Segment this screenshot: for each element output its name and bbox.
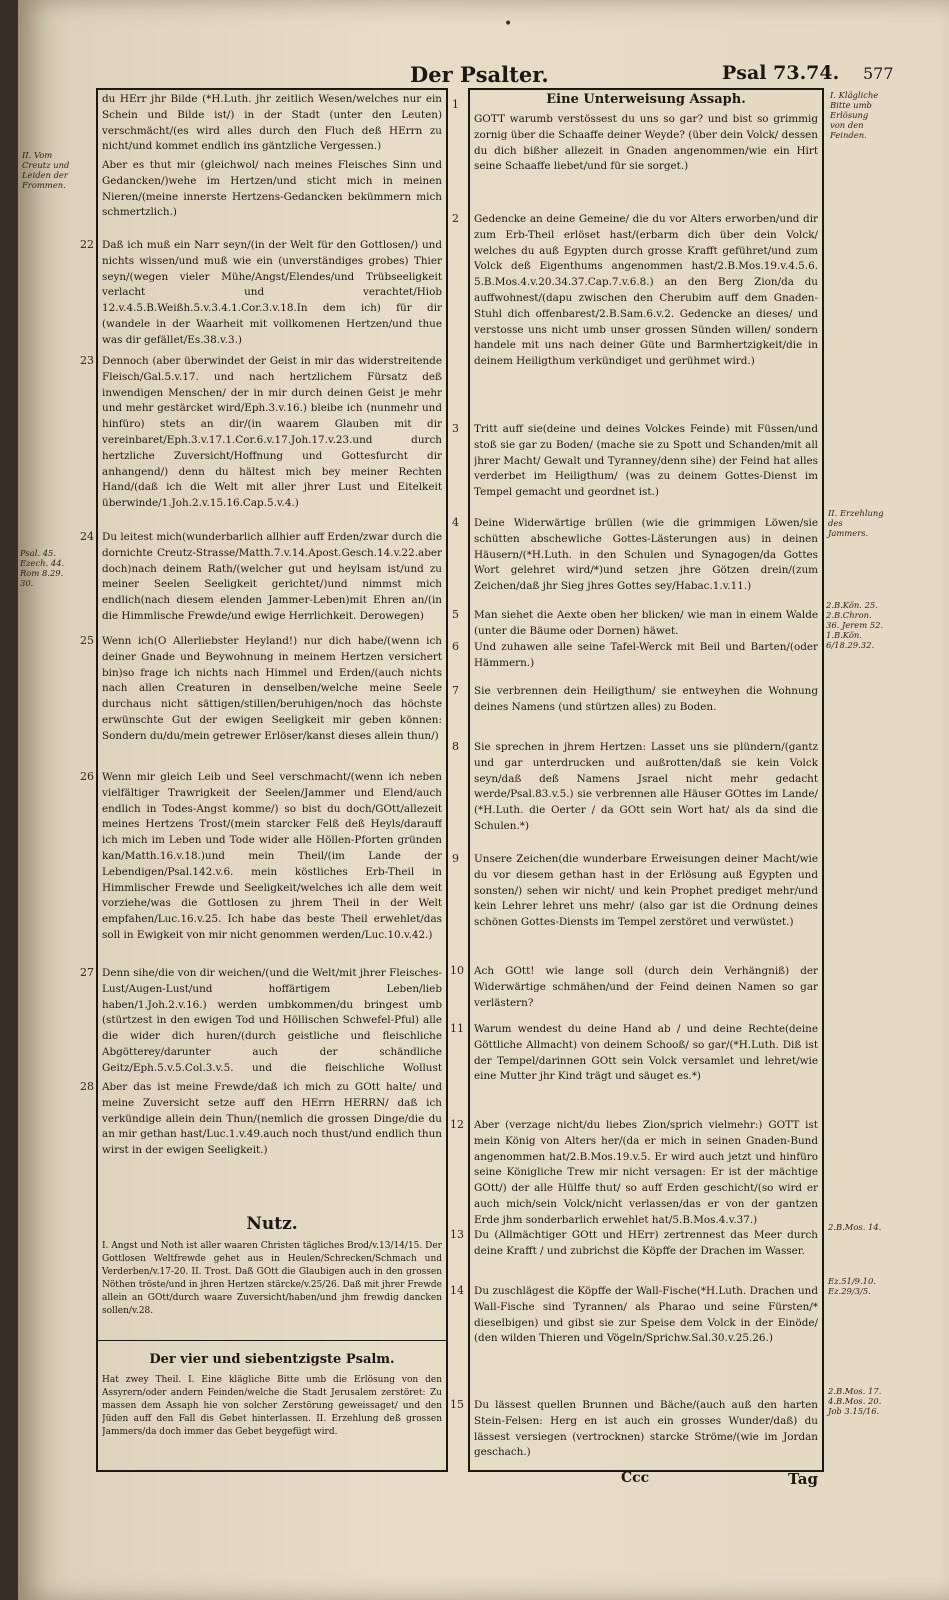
verse-text: Wenn mir gleich Leib und Seel verschmacht/(wenn ich neben vielfältiger Trawrigkeit der Seelen/Jammer und Elend/auch endlich in Todes-Angst komme/) so bist du doch/GOtt/allezeit meines Hertzens Trost/(mein starcker Felß deß Heyls/darauff ich mich im Leben und Tode wider alle Höllen-Pforten gründen kan/Matth.16.v.18.)und mein Theil/(im Lande der Lebendigen/Psal.142.v.6. mein köstliches Erb-Theil in Himmlischer Frewde und Seeligkeit/welches ich alle dem weit vorziehe/was die Gottlosen zu jhrem Theil in der Welt empfahen/Luc.16.v.25. Ich habe das beste Theil erwehlet/das soll in Ewigkeit von mir nicht genommen werden/Luc.10.v.42.) [102, 771, 442, 941]
verse-number: 10 [450, 964, 464, 977]
verse-number: 4 [452, 516, 459, 529]
section-rule [98, 1340, 446, 1341]
margin-note-left-2: Psal. 45. Ezech. 44. Rom 8.29. 30. [20, 548, 65, 588]
verse-number: 11 [450, 1022, 464, 1035]
psalm-74-title: Der vier und siebentzigste Psalm. [149, 1352, 395, 1367]
running-title-right: Psal 73.74. [722, 62, 840, 84]
verse-number: 14 [450, 1284, 464, 1297]
margin-note-right-2: II. Erzehlung des Jammers. [828, 508, 884, 538]
verse-text: Dennoch (aber überwindet der Geist in mir das widerstreitende Fleisch/Gal.5.v.17. und nach hertzlichem Fürsatz deß inwendigen Menschen/ der in mir durch deinen Geist je mehr und mehr gestärcket wird/Eph.3.v.16.) bleibe ich (nunmehr und hinfüro) stets an dir/(in waarem Glauben mit dir vereinbaret/Eph.3.v.17.1.Cor.6.v.17.Joh.17.v.23.und durch hertzliche Zuversicht/Hoffnung und Gottesfurcht dir anhangend/) denn du hältest mich bey meiner Rechten Hand/(daß ich die Welt mit aller jhrer Lust und Eitelkeit überwinde/1.Joh.2.v.15.16.Cap.5.v.4.) [102, 355, 442, 510]
verse-number: 22 [80, 238, 94, 251]
verse-number: 13 [450, 1228, 464, 1241]
book-page [18, 0, 949, 1600]
verse-text: Und zuhawen alle seine Tafel-Werck mit Beil und Barten/(oder Hämmern.) [474, 641, 818, 669]
verse-number: 25 [80, 634, 94, 647]
verse-text: Sie sprechen in jhrem Hertzen: Lasset uns sie plündern/(gantz und gar unterdrucken und außrotten/daß sie kein Volck seyn/daß deß Namens Jsrael nicht mehr gedacht werde/Psal.83.v.5.) sie verbrennen alle Häuser GOttes im Lande/ (*H.Luth. die Oerter / da GOtt sein Wort hat/ als da sind die Schulen.*) [474, 741, 818, 832]
verse-text: Du lässest quellen Brunnen und Bäche/(auch auß den harten Stein-Felsen: Herg en ist auch ein grosses Wunder/daß) du lässest versiegen (vertrocknen) starcke Ströme/(wie im Jordan geschach.) [474, 1399, 818, 1459]
verse-text: Unsere Zeichen(die wunderbare Erweisungen deiner Macht/wie du vor diesem gethan hast in der Erlösung auß Egypten und sonsten/) sehen wir nicht/ und kein Prophet prediget mehr/und kein Lehrer lehret uns mehr/ (also gar ist die Ordnung deines schönen Gottes-Diensts im Tempel zerstöret und verwüstet.) [474, 853, 818, 929]
verse-number: 1 [452, 98, 459, 111]
verse-number: 9 [452, 852, 459, 865]
verse-number: 26 [80, 770, 94, 783]
margin-note-right-6: 2.B.Mos. 17. 4.B.Mos. 20. Job 3.15/16. [828, 1386, 882, 1416]
margin-note-right-3: 2.B.Kön. 25. 2.B.Chron. 36. Jerem 52. 1.B.Kön. 6/18.29.32. [826, 600, 884, 650]
verse-text: Gedencke an deine Gemeine/ die du vor Alters erworben/und dir zum Erb-Theil erlöset hast/(erbarm dich über dein Volck/ welches du auß Egypten durch grosse Krafft geführet/und zum Volck deß Eigenthums angenommen hast/2.B.Mos.19.v.4.5.6. 5.B.Mos.4.v.20.34.37.Cap.7.v.6.8.) an den Berg Zion/da du auffwohnest/(dapu zwischen den Cherubim auff dem Gnaden-Stuhl dich offenbarest/2.B.Sam.6.v.2. Gedencke an dieses/ und verstosse uns nicht umb unser grossen Sünden willen/ sondern handele mit uns nach deiner Güte und Barmhertzigkeit/die in deinem Heiligthum verkündiget und gerühmet wird.) [474, 213, 818, 368]
verse-text: Deine Widerwärtige brüllen (wie die grimmigen Löwen/sie schütten abschewliche Gottes-Lästerungen aus) in deinen Häusern/(*H.Luth. in den Schulen und Synagogen/da Gottes Wort gelehret wird/*)und setzen jhre Götzen drein/(zum Zeichen/daß jhr Sieg jhres Gottes sey/Habac.1.v.11.) [474, 517, 818, 593]
verse-text: GOTT warumb verstössest du uns so gar? und bist so grimmig zornig über die Schaaffe deiner Weyde? (über dein Volck/ dessen du dich bißher allezeit in Gnaden angenommen/wie ein Hirt seine Schaaffe liebet/und für sie sorget.) [474, 113, 818, 173]
verse-number: 12 [450, 1118, 464, 1131]
verse-text: Man siehet die Aexte oben her blicken/ wie man in einem Walde (unter die Bäume oder Dornen) häwet. [474, 609, 818, 637]
nutz-text: I. Angst und Noth ist aller waaren Christen tägliches Brod/v.13/14/15. Der Gottlosen Weltfrewde gehet aus in Heulen/Schrecken/Schmach und Verderben/v.17-20. II. Trost. Daß GOtt die Glaubigen auch in den grossen Nöthen tröste/und in jhren Hertzen stärcke/v.25/26. Daß mit jhrer Frewde allein an GOtt/durch waare Zuversicht/haben/und jhm frewdig dancken sollen/v.28. [102, 1241, 442, 1316]
verse-text: Warum wendest du deine Hand ab / und deine Rechte(deine Göttliche Allmacht) von deinem Schooß/ so gar/(*H.Luth. Diß ist der Tempel/darinnen GOtt sein Volck versamlet und lehret/wie eine Mutter jhr Kind trägt und säuget es.*) [474, 1023, 818, 1083]
catchword: Tag [788, 1470, 818, 1488]
psalm-74-heading: Eine Unterweisung Assaph. [546, 92, 746, 107]
verse-text: Du (Allmächtiger GOtt und HErr) zertrennest das Meer durch deine Krafft / und zubrichst die Köpffe der Drachen im Wasser. [474, 1229, 818, 1257]
margin-note-right-1: I. Klägliche Bitte umb Erlösung von den Feinden. [830, 90, 879, 140]
verse-text: Du zuschlägest die Köpffe der Wall-Fische(*H.Luth. Drachen und Wall-Fische sind Tyrannen/ als Pharao und seine Fürsten/* dieselbigen) und gibst sie zur Speise dem Volck in der Einöde/ (den wilden Thieren und Vögeln/Sprichw.Sal.30.v.25.26.) [474, 1285, 818, 1345]
verse-text: Daß ich muß ein Narr seyn/(in der Welt für den Gottlosen/) und nichts wissen/und muß wie ein (unverständiges grobes) Thier seyn/(wegen vieler Mühe/Angst/Elendes/und Trübseeligkeit verlacht und verachtet/Hiob 12.v.4.5.B.Weißh.5.v.3.4.1.Cor.3.v.18.In dem ich) für dir (wandele in der Waarheit mit vollkomenen Hertzen/und thue was dir gefället/Es.38.v.3.) [102, 239, 442, 346]
verse-number: 28 [80, 1080, 94, 1093]
verse-text: Aber (verzage nicht/du liebes Zion/sprich vielmehr:) GOTT ist mein König von Alters her/(da er mich in seinen Gnaden-Bund angenommen hat/2.B.Mos.19.v.5. Er wird auch jetzt und hinfüro seine Königliche Trew mir nicht versagen: Er ist der mächtige GOtt/) der alle Hülffe thut/ so auff Erden geschicht/(so wird er auch mich/sein Volck/nicht verlassen/das er von der gantzen Erde jhm sonderbarlich erwehlet hat/5.B.Mos.4.v.37.) [474, 1119, 818, 1226]
verse-number: 23 [80, 354, 94, 367]
verse-number: 3 [452, 422, 459, 435]
verse-number: 24 [80, 530, 94, 543]
folio-number: 577 [863, 64, 894, 83]
verse-text: Wenn ich(O Allerliebster Heyland!) nur dich habe/(wenn ich deiner Gnade und Beywohnung in meinem Hertzen versichert bin)so frage ich nichts nach Himmel und Erden/(auch nichts nach allen Creaturen in denselben/welche meine Seele durchaus nicht sättigen/stillen/beruhigen/noch das höchste erwünschte Gut der ewigen Seeligkeit mir geben können: Sondern du/du/mein getrewer Erlöser/kanst dieses allein thun/) [102, 635, 442, 742]
verse-text: Aber das ist meine Frewde/daß ich mich zu GOtt halte/ und meine Zuversicht setze auff den HErrn HERRN/ daß ich verkündige allein dein Thun/(nemlich die grossen Dinge/die du an mir gethan hast/Luc.1.v.49.auch noch thust/und endlich thun wirst in der ewigen Seeligkeit.) [102, 1081, 442, 1157]
verse-text: Aber es thut mir (gleichwol/ nach meines Fleisches Sinn und Gedancken/)wehe im Hertzen/und sticht mich in meinen Nieren/(meine innerste Hertzens-Gedancken bekümmern mich schmertzlich.) [102, 159, 442, 219]
verse-text: Ach GOtt! wie lange soll (durch dein Verhängniß) der Widerwärtige schmähen/und der Feind deinen Namen so gar verlästern? [474, 965, 818, 1009]
verse-text: du HErr jhr Bilde (*H.Luth. jhr zeitlich Wesen/welches nur ein Schein und Bilde ist/) in der Stadt (unter den Leuten) verschmächt/(es wird alles durch den Fluch deß HErrn zu nicht/und kommet endlich ins gäntzliche Vergessen.) [102, 93, 442, 153]
psalm-74-summary: Hat zwey Theil. I. Eine klägliche Bitte umb die Erlösung von den Assyrern/oder andern Feinden/welche die Stadt Jerusalem zerstöret: Zu massen dem Assaph hie von solcher Zerstörung geweissaget/ und den Jüden auff den Fall dis Gebet hinterlassen. II. Erzehlung deß grossen Jammers/da doch immer das Gebet beygefügt wird. [102, 1375, 442, 1437]
verse-number: 7 [452, 684, 459, 697]
verse-text: Du leitest mich(wunderbarlich allhier auff Erden/zwar durch die dornichte Creutz-Strasse/Matth.7.v.14.Apost.Gesch.14.v.22.aber doch)nach deinem Rath/(welcher gut und heylsam ist/und zu meiner Seelen Seeligkeit gerichtet/)und nimmst mich endlich(nach diesem elenden Jammer-Leben)mit Ehren an/(in die Himmlische Frewde/und ewige Herrlichkeit. Derowegen) [102, 531, 442, 622]
verse-number: 2 [452, 212, 459, 225]
verse-number: 5 [452, 608, 459, 621]
verse-text: Denn sihe/die von dir weichen/(und die Welt/mit jhrer Fleisches-Lust/Augen-Lust/und hoffärtigem Leben/lieb haben/1.Joh.2.v.16.) werden umbkommen/du bringest umb (stürtzest in den ewigen Tod und Höllischen Schwefel-Pful) alle die wider dich huren/(durch geistliche und fleischliche Abgötterey/darunter auch der schändliche Geitz/Eph.5.v.5.Col.3.v.5. und die fleischliche Wollust [102, 967, 442, 1074]
verse-number: 27 [80, 966, 94, 979]
running-title-left: Der Psalter. [410, 62, 549, 87]
verse-number: 8 [452, 740, 459, 753]
nutz-heading: Nutz. [246, 1214, 298, 1234]
margin-note-right-5: Ez.51/9.10. Ez.29/3/5. [828, 1276, 876, 1296]
verse-text: Tritt auff sie(deine und deines Volckes Feinde) mit Füssen/und stoß sie gar zu Boden/ (mache sie zu Spott und Schanden/mit all jhrer Macht/ Gewalt und Tyranney/denn sihe) der Feind hat alles verderbet im Heiligthum/ (was zu deinem Gottes-Dienst im Tempel gemacht und geordnet ist.) [474, 423, 818, 499]
verse-number: 15 [450, 1398, 464, 1411]
page-mark: • [504, 16, 513, 32]
running-header [48, 62, 928, 88]
verse-text: Sie verbrennen dein Heiligthum/ sie entweyhen die Wohnung deines Namens (und stürtzen alles) zu Boden. [474, 685, 818, 713]
margin-note-right-4: 2.B.Mos. 14. [828, 1222, 882, 1232]
verse-number: 6 [452, 640, 459, 653]
margin-note-left-1: II. Vom Creutz und Leiden der Frommen. [22, 150, 70, 190]
signature-mark: Ccc [621, 1470, 650, 1486]
